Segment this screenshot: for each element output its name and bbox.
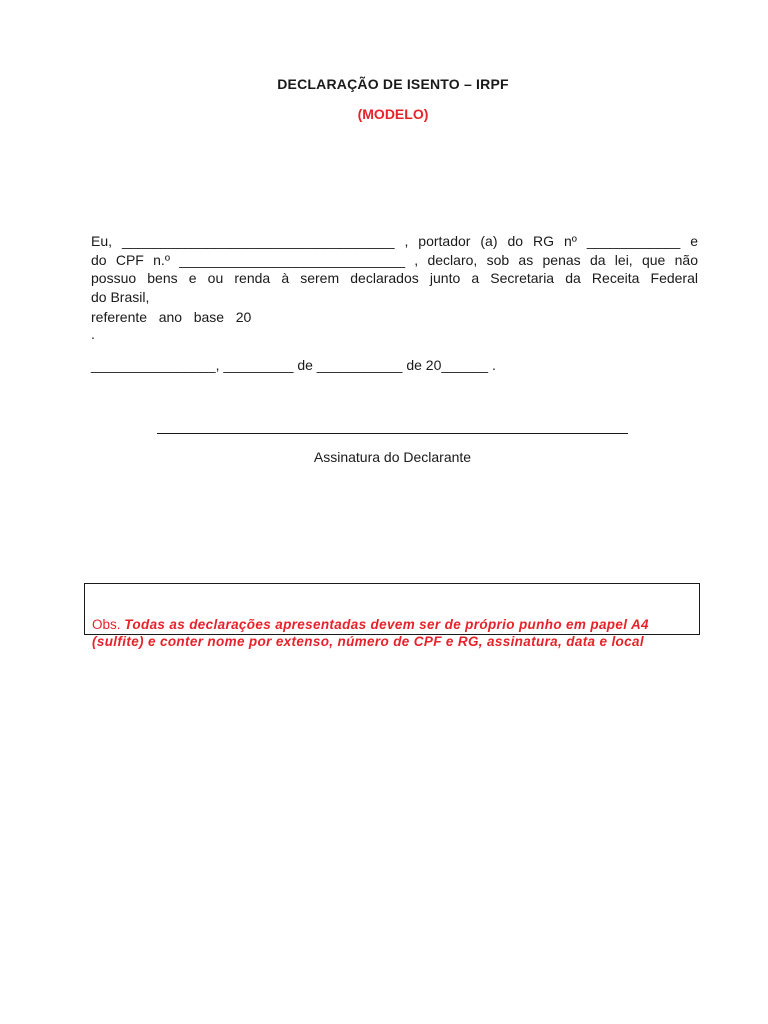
signature-line	[157, 433, 628, 434]
document-title: DECLARAÇÃO DE ISENTO – IRPF	[277, 76, 509, 92]
body-line-2: do CPF n.º _____________________________ , declaro, sob as penas da lei, que não	[91, 252, 698, 268]
observation-label: Obs.	[92, 617, 121, 632]
body-line-3: possuo bens e ou renda à serem declarados junto a Secretaria da Receita Federal	[91, 270, 698, 286]
body-line-5: referente ano base 20	[91, 309, 252, 325]
observation-text	[92, 616, 696, 650]
body-line-1: Eu, ___________________________________ , portador (a) do RG nº ____________ e	[91, 233, 698, 249]
document-subtitle: (MODELO)	[357, 106, 429, 122]
body-line-6: .	[91, 326, 95, 342]
date-line: ________________, _________ de ___________ de 20______ .	[91, 357, 496, 373]
body-line-4: do Brasil,	[91, 289, 150, 305]
observation-body: Todas as declarações apresentadas devem ser de próprio punho em papel A4 (sulfite) e conter nome por extenso, número de CPF e RG, assinatura, data e local	[92, 617, 649, 649]
signature-label: Assinatura do Declarante	[313, 449, 472, 465]
